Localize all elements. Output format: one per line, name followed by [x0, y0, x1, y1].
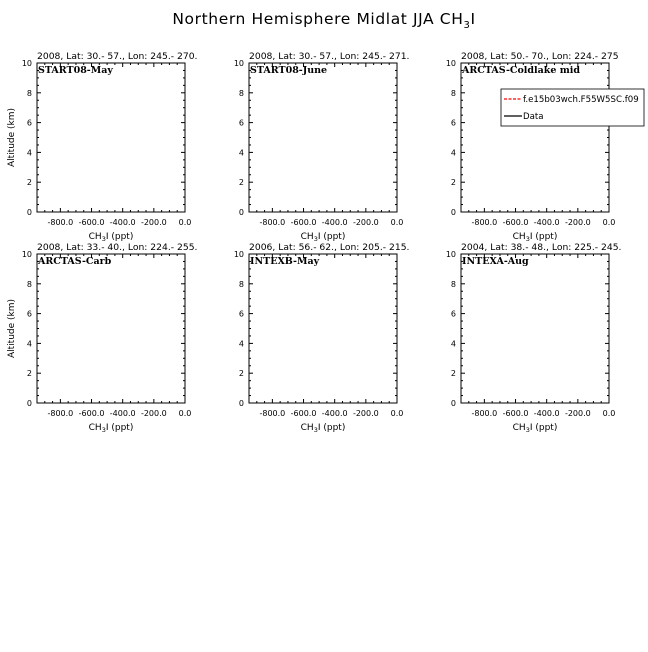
- plot-frame: [461, 63, 609, 212]
- legend-model-label: f.e15b03wch.F55W5SC.f09: [523, 95, 639, 105]
- x-tick-label: 0.0: [178, 218, 192, 227]
- y-tick-label: 8: [238, 279, 244, 289]
- x-tick-label: -400.0: [109, 218, 136, 227]
- x-tick-label: -200.0: [352, 409, 379, 418]
- plot-frame: [249, 254, 397, 403]
- x-axis-label: $CH_3I$ (ppt): [512, 423, 558, 434]
- panel-4: [7, 242, 197, 434]
- y-tick-label: 10: [21, 59, 32, 68]
- y-tick-label: 10: [21, 250, 32, 259]
- x-tick-label: -200.0: [564, 218, 591, 227]
- y-tick-label: 0: [238, 208, 244, 217]
- y-tick-label: 2: [26, 369, 32, 379]
- x-tick-label: -800.0: [471, 409, 498, 418]
- panel-header: 2008, Lat: 33.- 40., Lon: 224.- 255.: [37, 242, 198, 253]
- x-tick-label: -600.0: [502, 218, 529, 227]
- y-tick-label: 0: [26, 208, 32, 217]
- x-tick-label: -600.0: [78, 218, 105, 227]
- y-tick-label: 6: [450, 309, 456, 319]
- x-tick-label: -200.0: [564, 409, 591, 418]
- panel-header: 2008, Lat: 30.- 57., Lon: 245.- 270.: [37, 51, 198, 62]
- x-tick-label: 0.0: [178, 409, 192, 418]
- panel-2: [234, 51, 410, 243]
- plot-frame: [37, 63, 185, 212]
- plot-frame: [461, 254, 609, 403]
- y-tick-label: 4: [238, 339, 244, 349]
- y-tick-label: 4: [238, 148, 244, 158]
- x-tick-label: -600.0: [78, 409, 105, 418]
- y-tick-label: 8: [26, 88, 32, 98]
- x-axis-label: $CH_3I$ (ppt): [88, 423, 134, 434]
- y-tick-label: 4: [26, 148, 32, 158]
- y-tick-label: 6: [26, 118, 32, 128]
- y-tick-label: 2: [450, 369, 456, 379]
- x-tick-label: -400.0: [321, 218, 348, 227]
- x-tick-label: 0.0: [390, 218, 404, 227]
- y-tick-label: 10: [445, 250, 456, 259]
- y-tick-label: 6: [238, 309, 244, 319]
- y-tick-label: 2: [26, 178, 32, 188]
- campaign-label: ARCTAS-Carb: [38, 256, 112, 267]
- campaign-label: START08-June: [250, 65, 328, 76]
- campaign-label: ARCTAS-Coldlake mid: [462, 65, 581, 76]
- campaign-label: INTEXB-May: [250, 256, 320, 267]
- x-axis-label: $CH_3I$ (ppt): [300, 232, 346, 243]
- x-tick-label: -400.0: [533, 409, 560, 418]
- campaign-label: INTEXA-Aug: [462, 256, 529, 267]
- x-tick-label: -400.0: [533, 218, 560, 227]
- plot-frame: [249, 63, 397, 212]
- panel-6: [446, 242, 622, 434]
- plot-frame: [37, 254, 185, 403]
- x-tick-label: -200.0: [352, 218, 379, 227]
- x-tick-label: -600.0: [290, 218, 317, 227]
- x-tick-label: -600.0: [502, 409, 529, 418]
- y-tick-label: 4: [450, 148, 456, 158]
- panel-1: [7, 51, 197, 243]
- panel-3: [446, 51, 644, 243]
- y-tick-label: 2: [238, 178, 244, 188]
- y-tick-label: 4: [26, 339, 32, 349]
- y-tick-label: 10: [445, 59, 456, 68]
- y-tick-label: 2: [238, 369, 244, 379]
- x-tick-label: -800.0: [471, 218, 498, 227]
- y-tick-label: 2: [450, 178, 456, 188]
- y-tick-label: 10: [233, 59, 244, 68]
- x-axis-label: $CH_3I$ (ppt): [300, 423, 346, 434]
- x-tick-label: -800.0: [259, 218, 286, 227]
- x-tick-label: -600.0: [290, 409, 317, 418]
- panel-header: 2006, Lat: 56.- 62., Lon: 205.- 215.: [249, 242, 410, 253]
- y-tick-label: 0: [26, 399, 32, 408]
- x-tick-label: -400.0: [321, 409, 348, 418]
- y-tick-label: 8: [450, 88, 456, 98]
- x-tick-label: 0.0: [390, 409, 404, 418]
- y-axis-label: Altitude (km): [7, 107, 17, 168]
- campaign-label: START08-May: [38, 65, 113, 76]
- panel-header: 2008, Lat: 30.- 57., Lon: 245.- 271.: [249, 51, 410, 62]
- figure-title: Northern Hemisphere Midlat JJA $CH_3I$: [172, 10, 476, 31]
- panel-header: 2004, Lat: 38.- 48., Lon: 225.- 245.: [461, 242, 622, 253]
- x-tick-label: -200.0: [140, 409, 167, 418]
- x-tick-label: -800.0: [47, 409, 74, 418]
- x-tick-label: -400.0: [109, 409, 136, 418]
- y-tick-label: 6: [238, 118, 244, 128]
- x-tick-label: 0.0: [602, 409, 616, 418]
- panel-header: 2008, Lat: 50.- 70., Lon: 224.- 275: [461, 51, 619, 62]
- y-tick-label: 8: [238, 88, 244, 98]
- y-axis-label: Altitude (km): [7, 298, 17, 359]
- panel-5: [234, 242, 410, 434]
- legend: [501, 89, 644, 126]
- y-tick-label: 8: [26, 279, 32, 289]
- x-tick-label: -200.0: [140, 218, 167, 227]
- panels: [7, 51, 644, 434]
- y-tick-label: 6: [450, 118, 456, 128]
- x-tick-label: 0.0: [602, 218, 616, 227]
- x-tick-label: -800.0: [259, 409, 286, 418]
- y-tick-label: 0: [238, 399, 244, 408]
- y-tick-label: 4: [450, 339, 456, 349]
- x-tick-label: -800.0: [47, 218, 74, 227]
- y-tick-label: 0: [450, 399, 456, 408]
- y-tick-label: 10: [233, 250, 244, 259]
- y-tick-label: 8: [450, 279, 456, 289]
- y-tick-label: 6: [26, 309, 32, 319]
- x-axis-label: $CH_3I$ (ppt): [512, 232, 558, 243]
- x-axis-label: $CH_3I$ (ppt): [88, 232, 134, 243]
- legend-data-label: Data: [523, 112, 544, 122]
- y-tick-label: 0: [450, 208, 456, 217]
